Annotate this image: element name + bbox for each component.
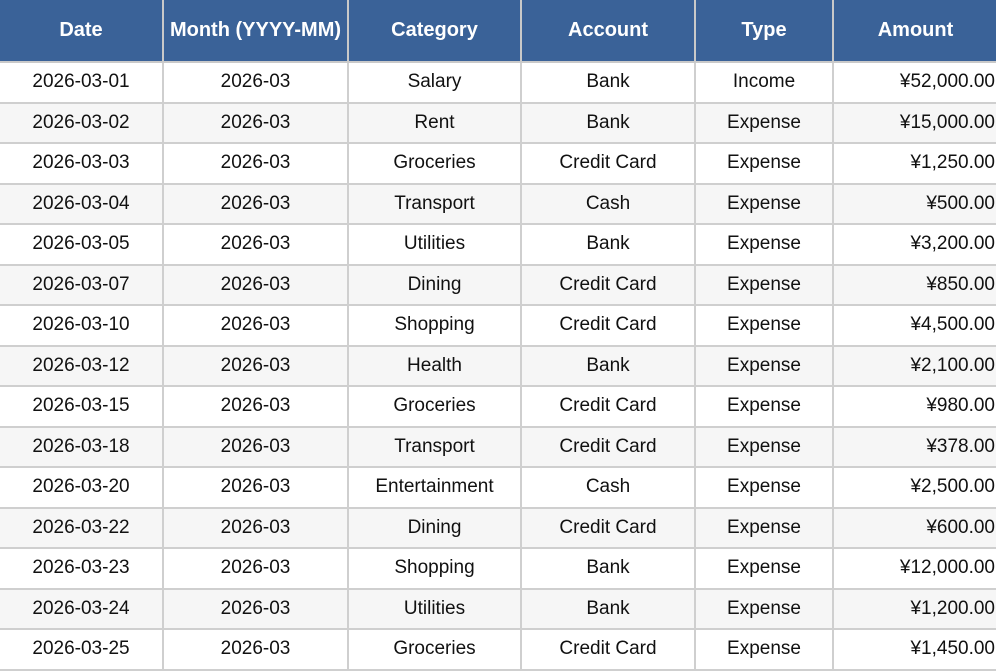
amount-cell[interactable]: ¥52,000.00 <box>833 62 996 103</box>
account-cell[interactable]: Credit Card <box>521 386 695 427</box>
date-cell[interactable]: 2026-03-01 <box>0 62 163 103</box>
date-cell[interactable]: 2026-03-03 <box>0 143 163 184</box>
table-row[interactable] <box>0 103 996 144</box>
amount-cell[interactable]: ¥500.00 <box>833 184 996 225</box>
month-cell[interactable]: 2026-03 <box>163 548 348 589</box>
category-cell[interactable]: Dining <box>348 508 521 549</box>
amount-cell[interactable]: ¥2,500.00 <box>833 467 996 508</box>
account-cell[interactable]: Credit Card <box>521 143 695 184</box>
table-row[interactable] <box>0 265 996 306</box>
date-cell[interactable]: 2026-03-04 <box>0 184 163 225</box>
date-cell[interactable]: 2026-03-10 <box>0 305 163 346</box>
date-cell[interactable]: 2026-03-20 <box>0 467 163 508</box>
date-cell[interactable]: 2026-03-15 <box>0 386 163 427</box>
table-row[interactable] <box>0 386 996 427</box>
date-cell[interactable]: 2026-03-12 <box>0 346 163 387</box>
table-row[interactable] <box>0 508 996 549</box>
month-cell[interactable]: 2026-03 <box>163 427 348 468</box>
table-row[interactable] <box>0 589 996 630</box>
type-cell[interactable]: Expense <box>695 386 833 427</box>
account-cell[interactable]: Bank <box>521 548 695 589</box>
month-cell[interactable]: 2026-03 <box>163 467 348 508</box>
table-row[interactable] <box>0 62 996 103</box>
category-cell[interactable]: Transport <box>348 427 521 468</box>
amount-cell[interactable]: ¥3,200.00 <box>833 224 996 265</box>
month-cell[interactable]: 2026-03 <box>163 103 348 144</box>
type-cell[interactable]: Expense <box>695 427 833 468</box>
type-cell[interactable]: Expense <box>695 548 833 589</box>
table-row[interactable] <box>0 143 996 184</box>
amount-cell[interactable]: ¥1,250.00 <box>833 143 996 184</box>
account-cell[interactable]: Bank <box>521 589 695 630</box>
category-cell[interactable]: Rent <box>348 103 521 144</box>
table-row[interactable] <box>0 184 996 225</box>
date-cell[interactable]: 2026-03-23 <box>0 548 163 589</box>
account-cell[interactable]: Credit Card <box>521 508 695 549</box>
date-cell[interactable]: 2026-03-02 <box>0 103 163 144</box>
type-cell[interactable]: Expense <box>695 589 833 630</box>
month-cell[interactable]: 2026-03 <box>163 62 348 103</box>
month-cell[interactable]: 2026-03 <box>163 629 348 670</box>
amount-cell[interactable]: ¥850.00 <box>833 265 996 306</box>
category-cell[interactable]: Shopping <box>348 548 521 589</box>
account-cell[interactable]: Credit Card <box>521 629 695 670</box>
date-cell[interactable]: 2026-03-05 <box>0 224 163 265</box>
type-cell[interactable]: Expense <box>695 224 833 265</box>
amount-cell[interactable]: ¥1,450.00 <box>833 629 996 670</box>
table-row[interactable] <box>0 629 996 670</box>
account-cell[interactable]: Cash <box>521 467 695 508</box>
column-header-month[interactable]: Month (YYYY-MM) <box>163 0 348 62</box>
type-cell[interactable]: Expense <box>695 346 833 387</box>
account-cell[interactable]: Bank <box>521 62 695 103</box>
type-cell[interactable]: Income <box>695 62 833 103</box>
category-cell[interactable]: Groceries <box>348 386 521 427</box>
amount-cell[interactable]: ¥980.00 <box>833 386 996 427</box>
account-cell[interactable]: Bank <box>521 103 695 144</box>
amount-cell[interactable]: ¥600.00 <box>833 508 996 549</box>
month-cell[interactable]: 2026-03 <box>163 508 348 549</box>
table-row[interactable] <box>0 427 996 468</box>
table-row[interactable] <box>0 467 996 508</box>
type-cell[interactable]: Expense <box>695 467 833 508</box>
month-cell[interactable]: 2026-03 <box>163 143 348 184</box>
column-header-amount[interactable]: Amount <box>833 0 996 62</box>
month-cell[interactable]: 2026-03 <box>163 265 348 306</box>
type-cell[interactable]: Expense <box>695 103 833 144</box>
account-cell[interactable]: Credit Card <box>521 265 695 306</box>
month-cell[interactable]: 2026-03 <box>163 589 348 630</box>
amount-cell[interactable]: ¥12,000.00 <box>833 548 996 589</box>
account-cell[interactable]: Cash <box>521 184 695 225</box>
header-row <box>0 0 996 62</box>
amount-cell[interactable]: ¥4,500.00 <box>833 305 996 346</box>
account-cell[interactable]: Bank <box>521 346 695 387</box>
account-cell[interactable]: Credit Card <box>521 427 695 468</box>
category-cell[interactable]: Groceries <box>348 143 521 184</box>
account-cell[interactable]: Bank <box>521 224 695 265</box>
date-cell[interactable]: 2026-03-25 <box>0 629 163 670</box>
type-cell[interactable]: Expense <box>695 143 833 184</box>
type-cell[interactable]: Expense <box>695 265 833 306</box>
category-cell[interactable]: Entertainment <box>348 467 521 508</box>
table-body <box>0 62 996 670</box>
amount-cell[interactable]: ¥378.00 <box>833 427 996 468</box>
category-cell[interactable]: Dining <box>348 265 521 306</box>
table-row[interactable] <box>0 346 996 387</box>
type-cell[interactable]: Expense <box>695 629 833 670</box>
date-cell[interactable]: 2026-03-24 <box>0 589 163 630</box>
category-cell[interactable]: Salary <box>348 62 521 103</box>
category-cell[interactable]: Utilities <box>348 589 521 630</box>
month-cell[interactable]: 2026-03 <box>163 386 348 427</box>
table-header <box>0 0 996 62</box>
column-header-account[interactable]: Account <box>521 0 695 62</box>
type-cell[interactable]: Expense <box>695 508 833 549</box>
category-cell[interactable]: Utilities <box>348 224 521 265</box>
type-cell[interactable]: Expense <box>695 305 833 346</box>
type-cell[interactable]: Expense <box>695 184 833 225</box>
date-cell[interactable]: 2026-03-07 <box>0 265 163 306</box>
column-header-category[interactable]: Category <box>348 0 521 62</box>
table-row[interactable] <box>0 548 996 589</box>
table-row[interactable] <box>0 224 996 265</box>
amount-cell[interactable]: ¥15,000.00 <box>833 103 996 144</box>
table-row[interactable] <box>0 305 996 346</box>
amount-cell[interactable]: ¥2,100.00 <box>833 346 996 387</box>
month-cell[interactable]: 2026-03 <box>163 305 348 346</box>
month-cell[interactable]: 2026-03 <box>163 346 348 387</box>
column-header-date[interactable]: Date <box>0 0 163 62</box>
date-cell[interactable]: 2026-03-22 <box>0 508 163 549</box>
category-cell[interactable]: Transport <box>348 184 521 225</box>
category-cell[interactable]: Shopping <box>348 305 521 346</box>
month-cell[interactable]: 2026-03 <box>163 184 348 225</box>
column-header-type[interactable]: Type <box>695 0 833 62</box>
category-cell[interactable]: Health <box>348 346 521 387</box>
category-cell[interactable]: Groceries <box>348 629 521 670</box>
account-cell[interactable]: Credit Card <box>521 305 695 346</box>
amount-cell[interactable]: ¥1,200.00 <box>833 589 996 630</box>
date-cell[interactable]: 2026-03-18 <box>0 427 163 468</box>
month-cell[interactable]: 2026-03 <box>163 224 348 265</box>
